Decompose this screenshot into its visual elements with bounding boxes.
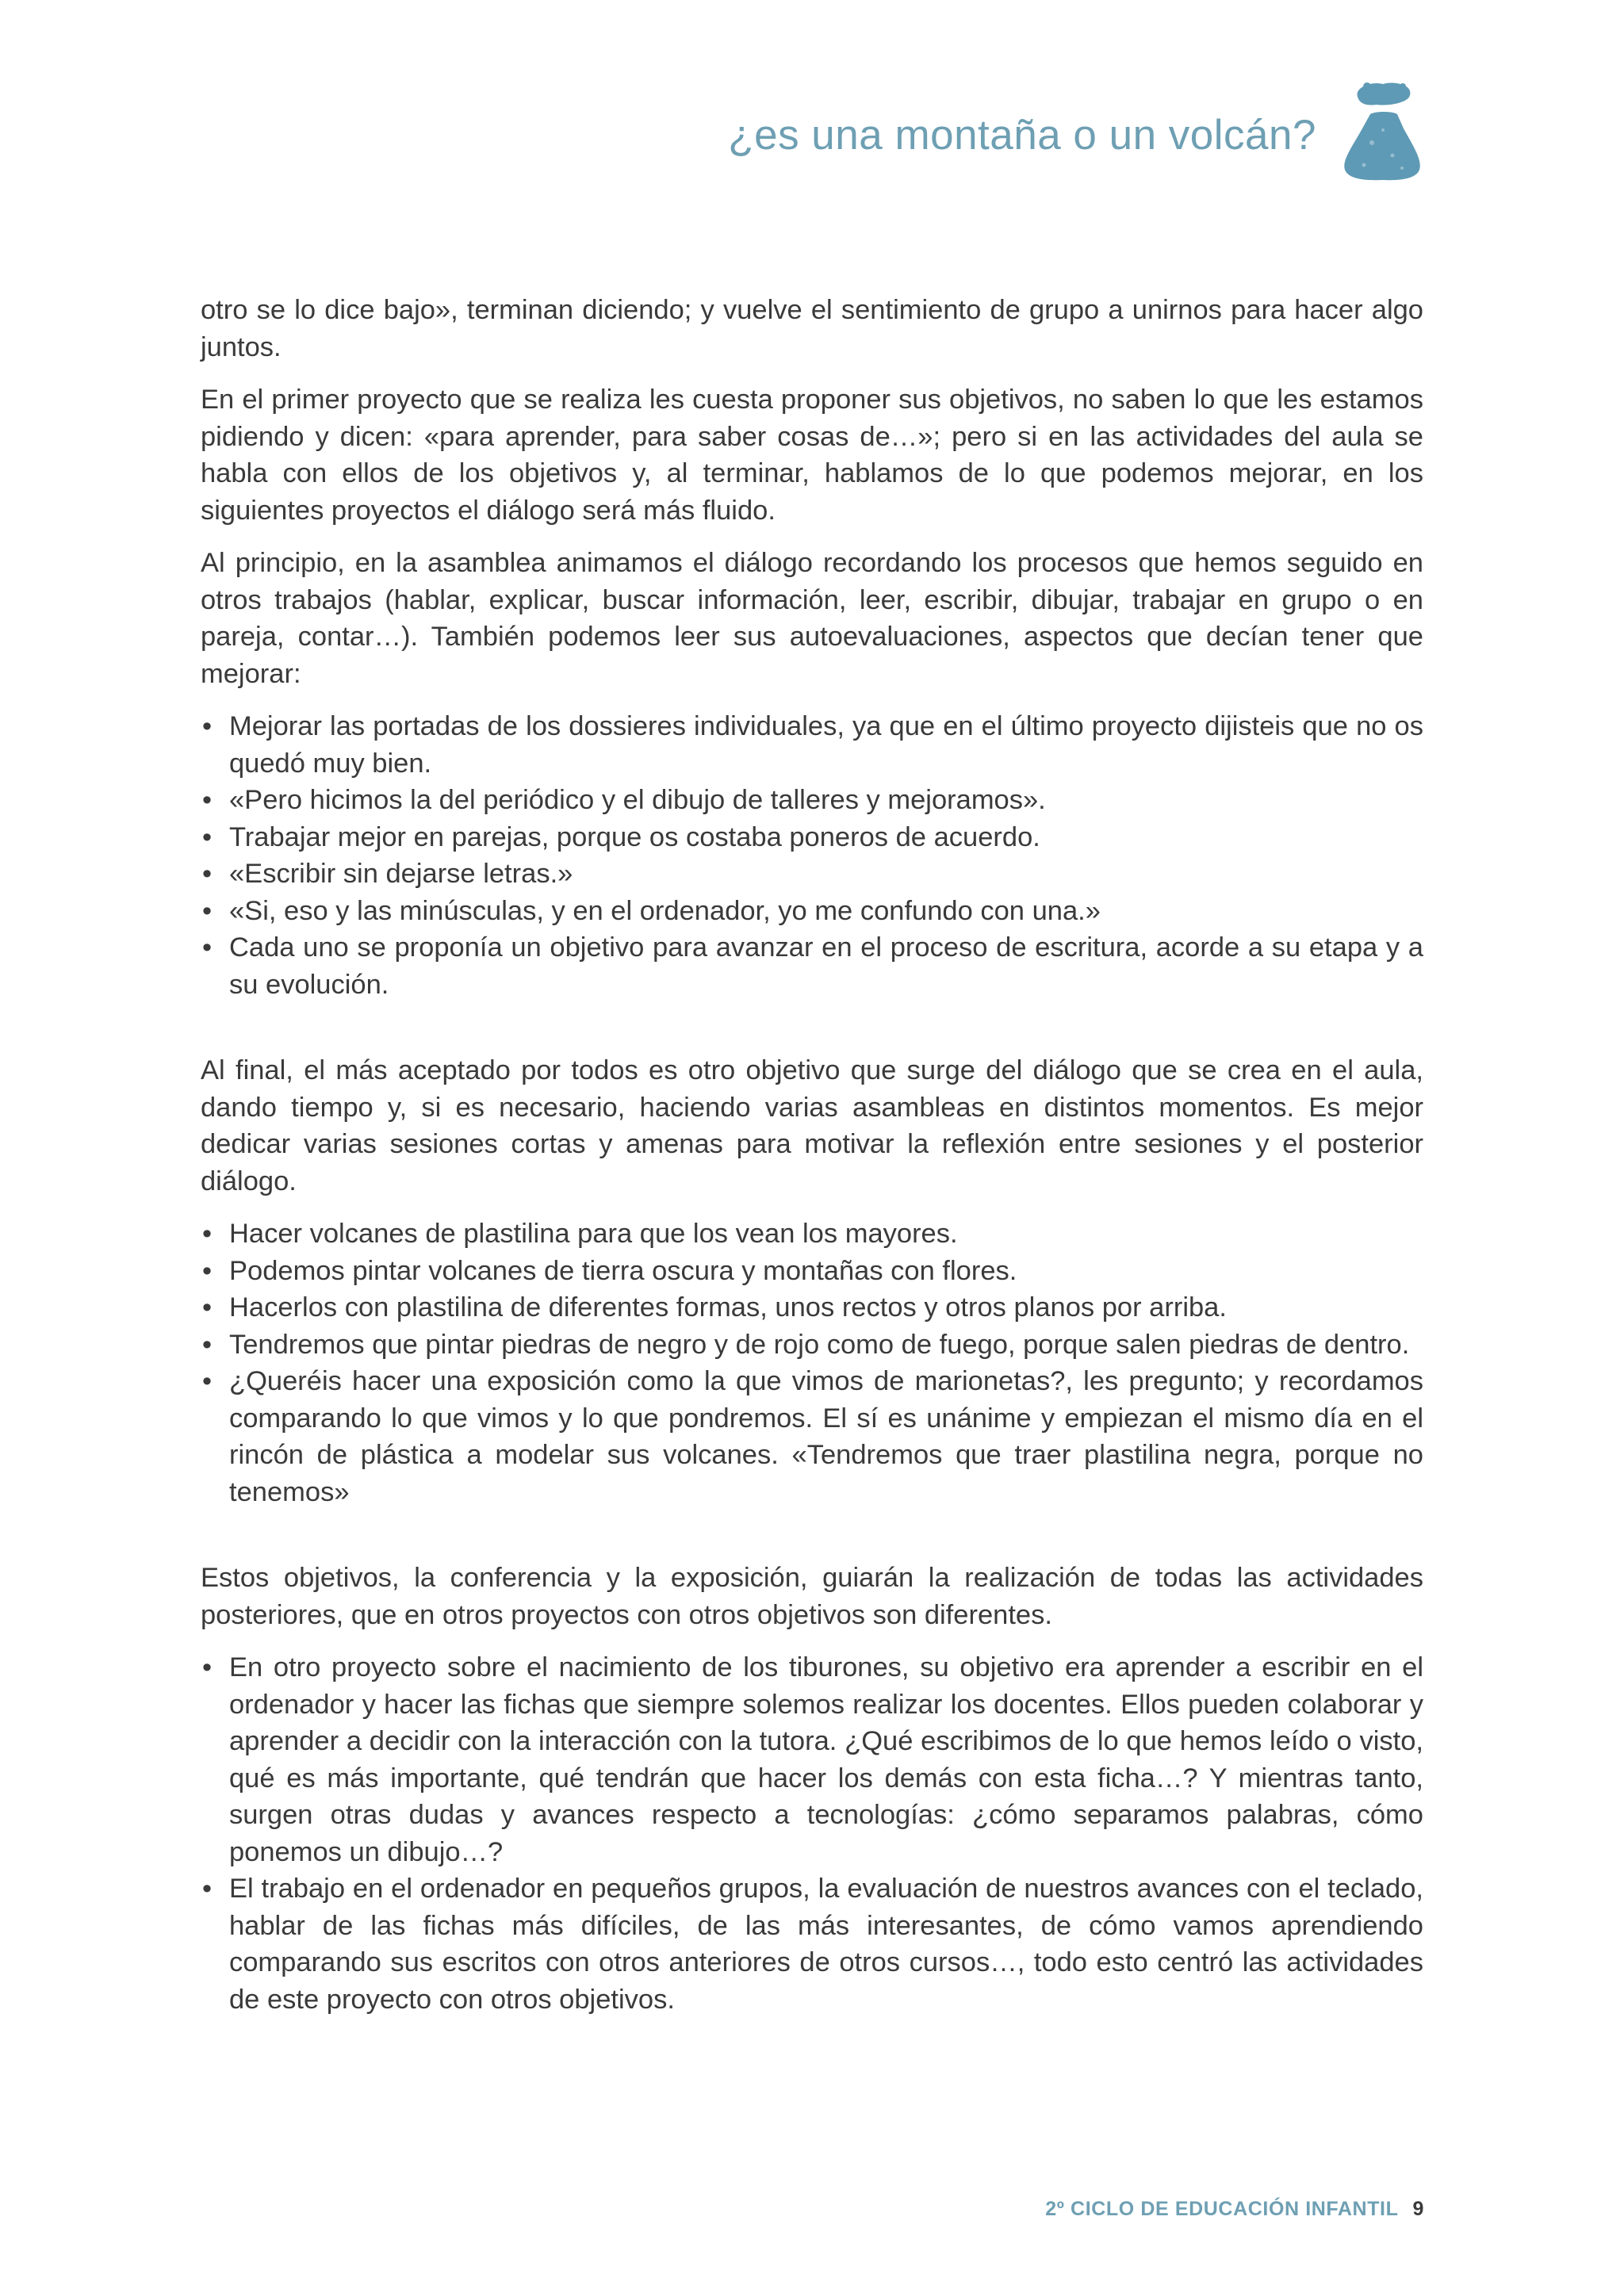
article-body [201, 292, 1423, 2034]
list-item: • Trabajar mejor en parejas, porque os costaba poneros de acuerdo. [201, 819, 1423, 856]
list-item: • «Escribir sin dejarse letras.» [201, 856, 1423, 893]
bullet-icon: • [202, 1874, 213, 1904]
paragraph: Al final, el más aceptado por todos es otro objetivo que surge del diálogo que se crea en el aula, dando tiempo y, si es necesario, haciendo varias asambleas en distintos momentos. Es mejor dedicar varias sesiones cortas y amenas para motivar la reflexión entre sesiones y el posterior diálogo. [201, 1055, 1423, 1196]
bullet-list [201, 708, 1423, 1003]
list-item: • Tendremos que pintar piedras de negro y de rojo como de fuego, porque salen piedras de dentro. [201, 1326, 1423, 1364]
bullet-icon: • [202, 1652, 213, 1682]
paragraph: Al principio, en la asamblea animamos el diálogo recordando los procesos que hemos seguido en otros trabajos (hablar, explicar, buscar información, leer, escribir, dibujar, trabajar en grupo o en pareja, contar…). También podemos leer sus autoevaluaciones, aspectos que decían tener que mejorar: [201, 548, 1423, 689]
page-number: 9 [1412, 2198, 1424, 2220]
page-footer [1045, 2198, 1424, 2221]
bullet-list [201, 1215, 1423, 1510]
paragraph: otro se lo dice bajo», terminan diciendo; y vuelve el sentimiento de grupo a unirnos para hacer algo juntos. [201, 295, 1423, 362]
list-item: • En otro proyecto sobre el nacimiento de los tiburones, su objetivo era aprender a escribir en el ordenador y hacer las fichas que siempre solemos realizar los docentes. Ellos pueden colaborar y aprender a decidir con la interacción con la tutora. ¿Qué escribimos de lo que hemos leído o visto, qué es más importante, qué tendrán que hacer los demás con esta ficha…? Y mientras tanto, surgen otras dudas y avances respecto a tecnologías: ¿cómo separamos palabras, cómo ponemos un dibujo…? [201, 1649, 1423, 1870]
list-item: • Mejorar las portadas de los dossieres individuales, ya que en el último proyecto dijisteis que no os quedó muy bien. [201, 708, 1423, 782]
bullet-icon: • [202, 1255, 213, 1286]
bullet-icon: • [202, 821, 213, 852]
page-header-title: ¿es una montaña o un volcán? [728, 112, 1316, 159]
bullet-icon: • [202, 1292, 213, 1323]
bullet-icon: • [202, 859, 213, 889]
bullet-icon: • [202, 1219, 213, 1249]
list-item: • Hacerlos con plastilina de diferentes formas, unos rectos y otros planos por arriba. [201, 1289, 1423, 1326]
paragraph: Estos objetivos, la conferencia y la exposición, guiarán la realización de todas las actividades posteriores, que en otros proyectos con otros objetivos son diferentes. [201, 1563, 1423, 1630]
list-item: • «Si, eso y las minúsculas, y en el ordenador, yo me confundo con una.» [201, 893, 1423, 930]
list-item: • El trabajo en el ordenador en pequeños grupos, la evaluación de nuestros avances con el teclado, hablar de las fichas más difíciles, de las más interesantes, de cómo vamos aprendiendo comparando sus escritos con otros anteriores de otros cursos…, todo esto centró las actividades de este proyecto con otros objetivos. [201, 1870, 1423, 2018]
bullet-icon: • [202, 1329, 213, 1360]
bullet-icon: • [202, 895, 213, 926]
bullet-icon: • [202, 711, 213, 741]
bullet-icon: • [202, 1366, 213, 1396]
bullet-icon: • [202, 932, 213, 963]
paragraph: En el primer proyecto que se realiza les cuesta proponer sus objetivos, no saben lo que les estamos pidiendo y dicen: «para aprender, para saber cosas de…»; pero si en las actividades del aula se habla con ellos de los objetivos y, al terminar, hablamos de lo que podemos mejorar, en los siguientes proyectos el diálogo será más fluido. [201, 385, 1423, 526]
list-item: • Hacer volcanes de plastilina para que los vean los mayores. [201, 1215, 1423, 1253]
list-item: • Cada uno se proponía un objetivo para avanzar en el proceso de escritura, acorde a su etapa y a su evolución. [201, 929, 1423, 1003]
list-item: • Podemos pintar volcanes de tierra oscura y montañas con flores. [201, 1253, 1423, 1290]
bullet-icon: • [202, 785, 213, 815]
bullet-list [201, 1649, 1423, 2018]
footer-label: 2º CICLO DE EDUCACIÓN INFANTIL [1045, 2198, 1399, 2220]
list-item: • «Pero hicimos la del periódico y el dibujo de talleres y mejoramos». [201, 782, 1423, 819]
list-item: • ¿Queréis hacer una exposición como la que vimos de marionetas?, les pregunto; y recordamos comparando lo que vimos y lo que pondremos. El sí es unánime y empiezan el mismo día en el rincón de plástica a modelar sus volcanes. «Tendremos que traer plastilina negra, porque no tenemos» [201, 1363, 1423, 1510]
volcano-icon [1340, 79, 1426, 182]
